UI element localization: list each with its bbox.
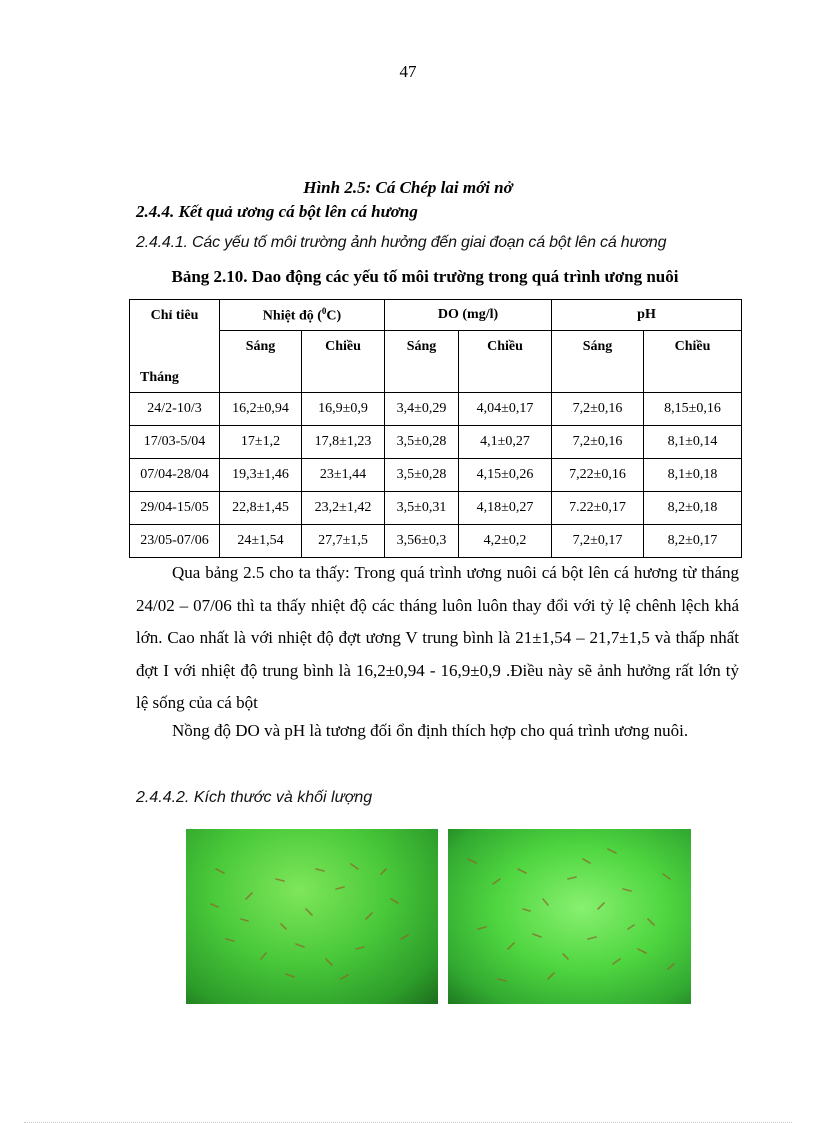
table-stub-header	[130, 300, 220, 393]
table-cell: 7,2±0,16	[552, 426, 644, 459]
table-cell: 23,2±1,42	[302, 492, 385, 525]
environment-table	[129, 299, 742, 558]
stub-bottom-label: Tháng	[140, 370, 179, 385]
table-cell: 8,15±0,16	[644, 393, 742, 426]
table-cell: 3,5±0,31	[385, 492, 459, 525]
table-cell: 8,1±0,14	[644, 426, 742, 459]
table-cell: 4,15±0,26	[459, 459, 552, 492]
table-row	[130, 426, 742, 459]
fish-fry-photo-left	[186, 829, 438, 1004]
table-cell: 3,56±0,3	[385, 525, 459, 558]
header-temperature: Nhiệt độ ($^0$C)	[220, 300, 385, 331]
page-number: 47	[399, 62, 417, 81]
table-cell: 3,5±0,28	[385, 426, 459, 459]
stub-top-label: Chỉ tiêu	[150, 308, 199, 323]
table-cell: 7.22±0,17	[552, 492, 644, 525]
table-cell: 4,04±0,17	[459, 393, 552, 426]
figure-caption: Hình 2.5: Cá Chép lai mới nở	[303, 178, 513, 197]
header-ph-morning: Sáng	[552, 331, 644, 393]
table-cell: 8,2±0,17	[644, 525, 742, 558]
table-cell: 22,8±1,45	[220, 492, 302, 525]
table-cell: 16,9±0,9	[302, 393, 385, 426]
paragraph-analysis: Qua bảng 2.5 cho ta thấy: Trong quá trình ương nuôi cá bột lên cá hương từ tháng 24/02 – 07/06 thì ta thấy nhiệt độ các tháng luôn luôn thay đổi với tỷ lệ chênh lệch khá lớn. Cao nhất là với nhiệt độ đợt ương V trung bình là 21±1,54 – 21,7±1,5 và thấp nhất đợt I với nhiệt độ trung bình là 16,2±0,94 - 16,9±0,9 .Điều này sẽ ảnh hưởng rất lớn tỷ lệ sống của cá bột	[136, 563, 739, 712]
table-cell: 19,3±1,46	[220, 459, 302, 492]
table-cell: 23±1,44	[302, 459, 385, 492]
table-row	[130, 525, 742, 558]
table-cell: 16,2±0,94	[220, 393, 302, 426]
table-cell: 7,2±0,17	[552, 525, 644, 558]
header-ph: pH	[552, 300, 742, 331]
table-cell: 8,2±0,18	[644, 492, 742, 525]
header-do: DO (mg/l)	[385, 300, 552, 331]
fish-fry-photo-right	[448, 829, 691, 1004]
table-cell: 24±1,54	[220, 525, 302, 558]
paragraph-do-ph: Nồng độ DO và pH là tương đối ổn định thích hợp cho quá trình ương nuôi.	[172, 721, 689, 740]
header-do-morning: Sáng	[385, 331, 459, 393]
header-ph-afternoon: Chiều	[644, 331, 742, 393]
header-temp-morning: Sáng	[220, 331, 302, 393]
cell-period: 17/03-5/04	[130, 426, 220, 459]
table-cell: 7,2±0,16	[552, 393, 644, 426]
cell-period: 07/04-28/04	[130, 459, 220, 492]
table-cell: 7,22±0,16	[552, 459, 644, 492]
subsection-heading-size: 2.4.4.2. Kích thước và khối lượng	[136, 789, 373, 806]
table-cell: 4,18±0,27	[459, 492, 552, 525]
table-cell: 8,1±0,18	[644, 459, 742, 492]
cell-period: 29/04-15/05	[130, 492, 220, 525]
section-heading: 2.4.4. Kết quả ương cá bột lên cá hương	[136, 202, 418, 221]
table-cell: 4,2±0,2	[459, 525, 552, 558]
header-do-afternoon: Chiều	[459, 331, 552, 393]
table-cell: 3,4±0,29	[385, 393, 459, 426]
header-temp-afternoon: Chiều	[302, 331, 385, 393]
table-row	[130, 492, 742, 525]
table-row	[130, 393, 742, 426]
table-cell: 17,8±1,23	[302, 426, 385, 459]
table-cell: 27,7±1,5	[302, 525, 385, 558]
cell-period: 23/05-07/06	[130, 525, 220, 558]
table-row	[130, 459, 742, 492]
table-cell: 17±1,2	[220, 426, 302, 459]
table-caption: Bảng 2.10. Dao động các yếu tố môi trường trong quá trình ương nuôi	[171, 267, 679, 286]
cell-period: 24/2-10/3	[130, 393, 220, 426]
subsection-heading: 2.4.4.1. Các yếu tố môi trường ảnh hưởng đến giai đoạn cá bột lên cá hương	[136, 234, 667, 251]
table-cell: 3,5±0,28	[385, 459, 459, 492]
table-cell: 4,1±0,27	[459, 426, 552, 459]
